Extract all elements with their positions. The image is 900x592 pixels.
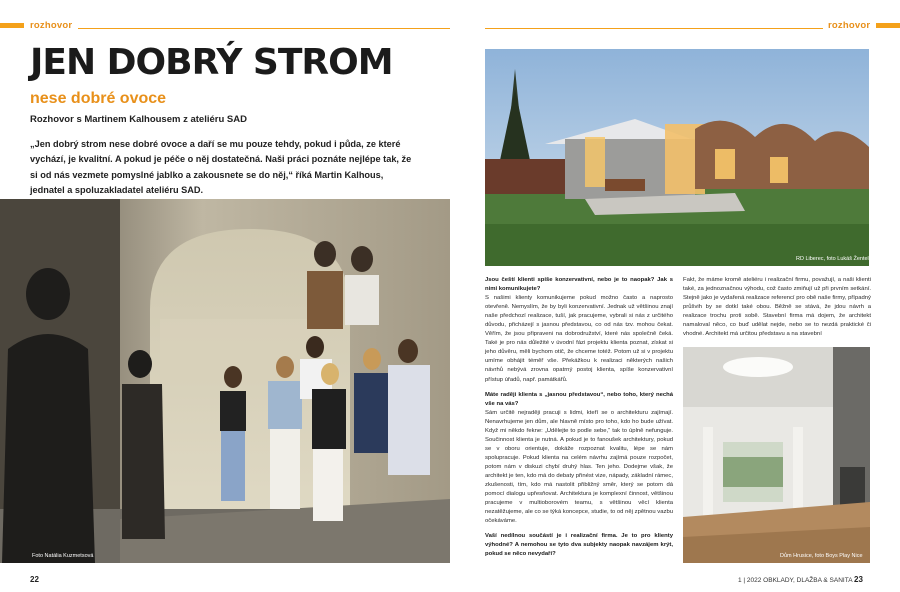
house-photo [485,49,869,266]
team-photo-caption: Foto Natália Kuzmetsová [32,553,94,559]
house-photo-caption: RD Liberec, foto Lukáš Žentel [796,256,869,262]
header-rule-right [485,28,823,29]
team-photo-image [0,199,450,563]
header-accent-right [876,23,900,28]
answer-2: Sám určitě nejraději pracuji s lidmi, kteří se o architekturu zajímají. Nenavrhujeme jen dům, ale hlavně místo pro toho, kdo ho bude užívat. Když mi někdo řekne: „Udělejte to podle sebe,“ tak to úplně nefunguje. Součinnost klienta je nutná. A pokud je to fanoušek architektury, pokud se v oboru orientuje, dokáže rozpoznat kvalitu, lépe se nám spolupracuje. Pokud klienta na celém návrhu zajímá pouze rozpočet, potom nám v diskuzi chybí druhý hlas. Ten jeho. Dodejme však, že architekt je ten, kdo má do debaty přinést vize, nápady, základní rámec, zkušenosti, tím, kdo má nastolit přibližný směr, který se potom dá pomocí dialogu upřesňovat. Architektura je komplexní činnost, většinou pracujeme v multioborovém teamu, s většinou věcí klienta nezatěžujeme, ale co se týká koncepce, studie, to od něj zpětnou vazbu očekáváme. [485,409,673,525]
text-column-left [485,276,673,559]
article-byline: Rozhovor s Martinem Kalhousem z ateliéru SAD [30,114,247,125]
section-tag-left: rozhovor [30,20,73,31]
house-photo-image [485,49,869,266]
article-subtitle: nese dobré ovoce [30,90,167,107]
magazine-issue: 1 | 2022 OBKLADY, DLAŽBA & SANITA [738,577,853,584]
article-lead: „Jen dobrý strom nese dobré ovoce a daří se mu pouze tehdy, pokud i půda, ze které vychází, je kvalitní. A pokud je péče o něj dostatečná. Naši práci poznáte nejlépe tak, že si od nás vezmete pomyslné jablko a zakousnete se do něj,“ říká Martin Kalhous, jednatel a spoluzakladatel ateliéru SAD. [30,139,412,196]
footer-info-right [738,575,863,584]
text-column-right [683,276,871,339]
interior-photo-image [683,347,870,563]
interior-photo [683,347,870,563]
header-rule-left [78,28,450,29]
article-title: JEN DOBRÝ STROM [30,42,393,83]
question-1: Jsou čeští klienti spíše konzervativní, nebo je to naopak? Jak s nimi komunikujete? [485,277,673,293]
page-number-left: 22 [30,575,39,584]
interior-photo-caption: Dům Hrusice, foto Boys Play Nice [780,553,863,559]
header-accent-left [0,23,24,28]
team-photo [0,199,450,563]
question-2: Máte raději klienta s „jasnou představou“, nebo toho, který nechá vše na vás? [485,391,673,407]
page-number-right: 23 [854,575,863,584]
answer-1: S našimi klienty komunikujeme pokud možno často a naprosto otevřeně. Nemyslím, že by byli konzervativní. Jednak už většinou znají naše předchozí realizace, tuší, jak pracujeme, vybrali si nás z určitého důvodu, přicházejí s jasnou představou, co od nás tzv. mohou čekat. Věřím, že jsou připraveni na dobrodružství, které nás společně čeká. Také je pro nás důležité v úvodní fázi projektu klienta poznat, získat si jeho důvěru, měli bychom otič, že chceme totéž. Potom už si v projektu umíme obhájit téměř vše. Překážkou k realizaci některých našich návrhů nebývá zrovna opatrný postoj klienta, spíše konzervativní přístup úřadů, např. památkářů. [485,295,673,383]
section-tag-right: rozhovor [828,20,871,31]
answer-3: Fakt, že máme kromě ateliéru i realizační firmu, považují, a naši klienti také, za jednoznačnou výhodu, což často zmiňují už při prvním setkání. Stejně jako je vydařená realizace referencí pro obě naše firmy, případný průšvih by se dotkl také obou. Běžně se stává, že jdou návrh a realizace trochu proti sobě. Stavební firma má dojem, že architekt namaloval něco, co buď udělat nejde, nebo se to nezdá praktické či vhodné. Architekt má určitou představu a na stavební [683,277,871,338]
question-3: Vaší nedílnou součástí je i realizační firma. Je to pro klienty výhodné? A nemohou se tyto dva subjekty naopak navzájem krýt, pokud se něco nevydaří? [485,533,673,558]
